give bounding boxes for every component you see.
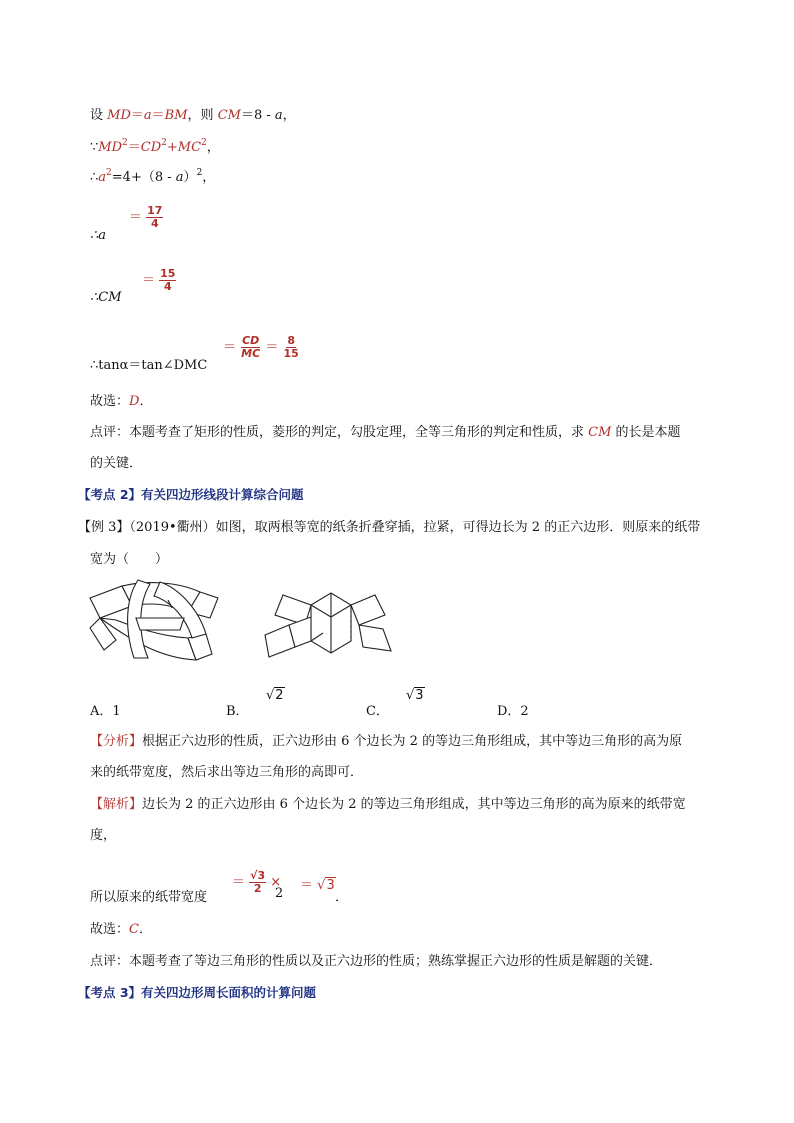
option-c-value: √3: [406, 688, 424, 703]
option-d: D．2: [497, 704, 529, 719]
solution-3-line-1: 【解析】边长为 2 的正六边形由 6 个边长为 2 的等边三角形组成，其中等边三角形的高为原来的纸带宽: [90, 797, 686, 812]
fraction-15-4: ＝ $\frac{15}{4}$: [142, 267, 176, 293]
result-value: ＝ √3: [300, 878, 335, 893]
section-3-heading: 【考点 3】有关四边形周长面积的计算问题: [78, 985, 317, 1000]
solution-line-4-label: ∴a: [90, 228, 107, 243]
option-a: A．1: [90, 704, 121, 719]
answer-line-3: 故选：C．: [90, 922, 152, 937]
example-3-line-1: 【例 3】（2019•衢州）如图，取两根等宽的纸条折叠穿插，拉紧，可得边长为 2 的正六边形．则原来的纸带: [78, 520, 701, 535]
analysis-line-1: 【分析】根据正六边形的性质，正六边形由 6 个边长为 2 的等边三角形组成，其中等边三角形的高为原: [90, 734, 683, 749]
solution-line-2: $\because MD^2=CD^2+MC^2$，: [90, 138, 220, 155]
option-b: B．: [226, 704, 249, 719]
option-c: C．: [366, 704, 389, 719]
solution-line-6-label: ∴tanα＝tan∠DMC: [90, 358, 208, 373]
comment-line-1: 点评：本题考查了矩形的性质，菱形的判定，勾股定理，全等三角形的判定和性质，求 CM 的长是本题: [90, 425, 681, 440]
folded-strips-figure: [88, 578, 228, 668]
analysis-line-2: 来的纸带宽度，然后求出等边三角形的高即可．: [90, 765, 364, 780]
solution-line-1: 设 MD＝a＝BM，则 CM＝8 - a，: [90, 108, 296, 123]
solution-line-5-label: ∴CM: [90, 290, 122, 305]
solution-line-3: $\therefore a^2=4+(8 - a)^2$，: [90, 168, 216, 185]
result-two: 2: [275, 886, 284, 901]
section-2-heading: 【考点 2】有关四边形线段计算综合问题: [78, 487, 304, 502]
result-expression: ＝ $\frac{√3}{2}$ ×: [232, 869, 282, 895]
answer-line-1: 故选：D．: [90, 394, 153, 409]
comment-line-2: 的关键．: [90, 456, 143, 471]
example-3-line-2: 宽为（ ）: [90, 552, 169, 567]
fraction-17-4: ＝ $\frac{17}{4}$: [129, 204, 163, 230]
result-prefix: 所以原来的纸带宽度: [90, 890, 208, 905]
option-b-value: √2: [266, 688, 284, 703]
comment-3: 点评：本题考查了等边三角形的性质以及正六边形的性质；熟练掌握正六边形的性质是解题的关键．: [90, 954, 663, 969]
result-end: ．: [335, 890, 349, 905]
fraction-tan: ＝ $\frac{CD}{MC}$ ＝ $\frac{8}{15}$: [223, 334, 299, 360]
hexagon-figure: [263, 585, 398, 660]
solution-3-line-2: 度，: [90, 828, 117, 843]
